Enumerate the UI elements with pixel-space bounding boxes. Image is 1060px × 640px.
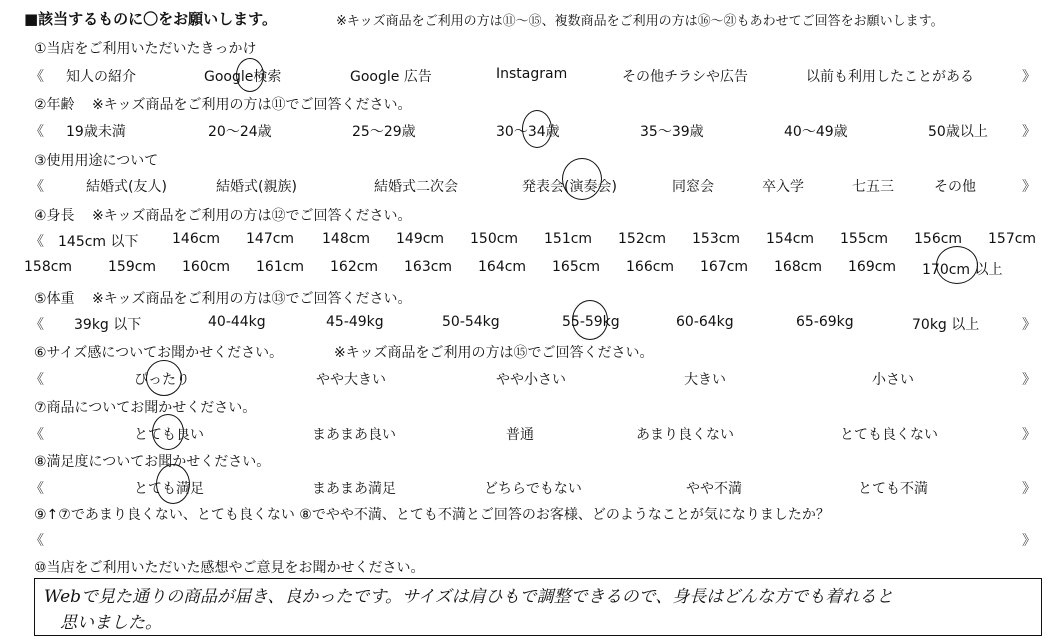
q5-option-6[interactable]: 60-64kg xyxy=(676,314,734,330)
q2-option-7[interactable]: 50歳以上 xyxy=(928,124,988,140)
q4-height-6[interactable]: 150cm xyxy=(470,231,519,247)
q6-option-3[interactable]: やや小さい xyxy=(496,372,566,388)
q1-option-1[interactable]: 知人の紹介 xyxy=(66,69,136,85)
q4-height-18[interactable]: 162cm xyxy=(330,259,379,275)
q10-label: ⑩当店をご利用いただいた感想やご意見をお聞かせください。 xyxy=(34,560,425,576)
q5-option-5[interactable]: 55-59kg xyxy=(562,314,620,330)
q4-height-4[interactable]: 148cm xyxy=(322,231,371,247)
q7-option-3[interactable]: 普通 xyxy=(506,427,534,443)
q5-bracket-close: 》 xyxy=(1022,317,1036,333)
q4-bracket-open: 《 xyxy=(30,234,44,250)
q4-height-5[interactable]: 149cm xyxy=(396,231,445,247)
q6-option-2[interactable]: やや大きい xyxy=(316,372,386,388)
q5-option-2[interactable]: 40-44kg xyxy=(208,314,266,330)
q6-option-1[interactable]: ぴったり xyxy=(134,372,190,388)
q5-bracket-open: 《 xyxy=(30,317,44,333)
q3-option-6[interactable]: 卒入学 xyxy=(762,179,804,195)
q3-option-5[interactable]: 同窓会 xyxy=(672,179,714,195)
q3-label: ③使用用途について xyxy=(34,153,159,169)
q3-option-8[interactable]: その他 xyxy=(934,179,976,195)
q1-bracket-open: 《 xyxy=(30,69,44,85)
q4-note: ※キッズ商品をご利用の方は⑫でご回答ください。 xyxy=(92,208,412,224)
q1-option-5[interactable]: その他チラシや広告 xyxy=(622,69,748,85)
q2-option-1[interactable]: 19歳未満 xyxy=(66,124,126,140)
q7-label: ⑦商品についてお聞かせください。 xyxy=(34,400,257,416)
q4-height-14[interactable]: 158cm xyxy=(24,259,73,275)
q4-height-1[interactable]: 145cm 以下 xyxy=(58,234,139,250)
q8-option-5[interactable]: とても不満 xyxy=(858,481,928,497)
q8-option-3[interactable]: どちらでもない xyxy=(484,481,582,497)
survey-title: ■該当するものに〇をお願いします。 xyxy=(24,10,277,28)
q2-option-2[interactable]: 20〜24歳 xyxy=(208,124,272,140)
q7-answer-circle xyxy=(152,414,184,450)
q5-answer-circle xyxy=(572,300,608,340)
q1-label: ①当店をご利用いただいたきっかけ xyxy=(34,41,257,57)
q7-option-1[interactable]: とても良い xyxy=(134,427,204,443)
q7-bracket-close: 》 xyxy=(1022,427,1036,443)
q6-bracket-open: 《 xyxy=(30,372,44,388)
q7-option-2[interactable]: まあまあ良い xyxy=(312,427,396,443)
q4-height-3[interactable]: 147cm xyxy=(246,231,295,247)
comment-line-2: 思いました。 xyxy=(60,613,162,633)
q9-bracket-open: 《 xyxy=(30,533,44,549)
q9-label: ⑨↑⑦であまり良くない、とても良くない ⑧でやや不満、とても不満とご回答のお客様、どのようなことが気になりましたか？ xyxy=(34,507,830,523)
q8-option-1[interactable]: とても満足 xyxy=(134,481,204,497)
q4-height-26[interactable]: 170cm 以上 xyxy=(922,262,1003,278)
q2-answer-circle xyxy=(522,110,552,148)
q6-answer-circle xyxy=(146,360,182,396)
comment-line-1: Webで見た通りの商品が届き、良かったです。サイズは肩ひもで調整できるので、身長はどんな方でも着れると xyxy=(44,587,894,607)
q4-height-23[interactable]: 167cm xyxy=(700,259,749,275)
q6-note: ※キッズ商品をご利用の方は⑮でご回答ください。 xyxy=(334,345,654,361)
q3-option-4[interactable]: 発表会(演奏会) xyxy=(522,179,617,195)
q9-bracket-close: 》 xyxy=(1022,533,1036,549)
q3-option-2[interactable]: 結婚式(親族) xyxy=(216,179,297,195)
q7-option-4[interactable]: あまり良くない xyxy=(636,427,734,443)
q2-bracket-open: 《 xyxy=(30,124,44,140)
q2-option-4[interactable]: 30〜34歳 xyxy=(496,124,560,140)
q4-height-8[interactable]: 152cm xyxy=(618,231,667,247)
survey-note: ※キッズ商品をご利用の方は⑪〜⑮、複数商品をご利用の方は⑯〜㉑もあわせてご回答をお願いします。 xyxy=(336,14,944,29)
q8-bracket-close: 》 xyxy=(1022,481,1036,497)
q2-note: ※キッズ商品をご利用の方は⑪でご回答ください。 xyxy=(92,97,412,113)
q4-height-10[interactable]: 154cm xyxy=(766,231,815,247)
q6-option-5[interactable]: 小さい xyxy=(872,372,914,388)
q8-option-4[interactable]: やや不満 xyxy=(686,481,742,497)
q2-option-5[interactable]: 35〜39歳 xyxy=(640,124,704,140)
q4-height-21[interactable]: 165cm xyxy=(552,259,601,275)
q7-bracket-open: 《 xyxy=(30,427,44,443)
q1-option-3[interactable]: Google 広告 xyxy=(350,69,432,85)
q8-option-2[interactable]: まあまあ満足 xyxy=(312,481,396,497)
q5-option-1[interactable]: 39kg 以下 xyxy=(74,317,142,333)
q5-label: ⑤体重 xyxy=(34,291,75,307)
q4-height-24[interactable]: 168cm xyxy=(774,259,823,275)
q2-option-6[interactable]: 40〜49歳 xyxy=(784,124,848,140)
q4-height-9[interactable]: 153cm xyxy=(692,231,741,247)
q3-bracket-close: 》 xyxy=(1022,179,1036,195)
q2-option-3[interactable]: 25〜29歳 xyxy=(352,124,416,140)
q3-bracket-open: 《 xyxy=(30,179,44,195)
q4-height-17[interactable]: 161cm xyxy=(256,259,305,275)
q4-height-15[interactable]: 159cm xyxy=(108,259,157,275)
q5-option-4[interactable]: 50-54kg xyxy=(442,314,500,330)
q1-option-2[interactable]: Google検索 xyxy=(204,69,282,85)
q1-bracket-close: 》 xyxy=(1022,69,1036,85)
q2-bracket-close: 》 xyxy=(1022,124,1036,140)
q4-height-22[interactable]: 166cm xyxy=(626,259,675,275)
q4-height-12[interactable]: 156cm xyxy=(914,231,963,247)
q6-bracket-close: 》 xyxy=(1022,372,1036,388)
q3-option-1[interactable]: 結婚式(友人) xyxy=(86,179,167,195)
q2-label: ②年齢 xyxy=(34,97,75,113)
q5-option-8[interactable]: 70kg 以上 xyxy=(912,317,980,333)
q4-height-20[interactable]: 164cm xyxy=(478,259,527,275)
q3-answer-circle xyxy=(562,158,602,200)
q4-height-11[interactable]: 155cm xyxy=(840,231,889,247)
q5-option-3[interactable]: 45-49kg xyxy=(326,314,384,330)
q4-height-25[interactable]: 169cm xyxy=(848,259,897,275)
q3-option-3[interactable]: 結婚式二次会 xyxy=(374,179,458,195)
q4-label: ④身長 xyxy=(34,208,75,224)
q4-height-13[interactable]: 157cm xyxy=(988,231,1037,247)
q8-bracket-open: 《 xyxy=(30,481,44,497)
q1-option-6[interactable]: 以前も利用したことがある xyxy=(806,69,974,85)
q4-height-2[interactable]: 146cm xyxy=(172,231,221,247)
q4-height-19[interactable]: 163cm xyxy=(404,259,453,275)
q4-answer-circle xyxy=(936,246,978,284)
q8-label: ⑧満足度についてお聞かせください。 xyxy=(34,454,271,470)
q8-answer-circle xyxy=(156,464,190,504)
q5-note: ※キッズ商品をご利用の方は⑬でご回答ください。 xyxy=(92,291,412,307)
q1-option-4[interactable]: Instagram xyxy=(496,66,568,82)
q6-label: ⑥サイズ感についてお聞かせください。 xyxy=(34,345,284,361)
q6-option-4[interactable]: 大きい xyxy=(684,372,726,388)
q5-option-7[interactable]: 65-69kg xyxy=(796,314,854,330)
q1-answer-circle xyxy=(236,58,264,92)
q4-height-16[interactable]: 160cm xyxy=(182,259,231,275)
q3-option-7[interactable]: 七五三 xyxy=(852,179,894,195)
q7-option-5[interactable]: とても良くない xyxy=(840,427,938,443)
q4-height-7[interactable]: 151cm xyxy=(544,231,593,247)
